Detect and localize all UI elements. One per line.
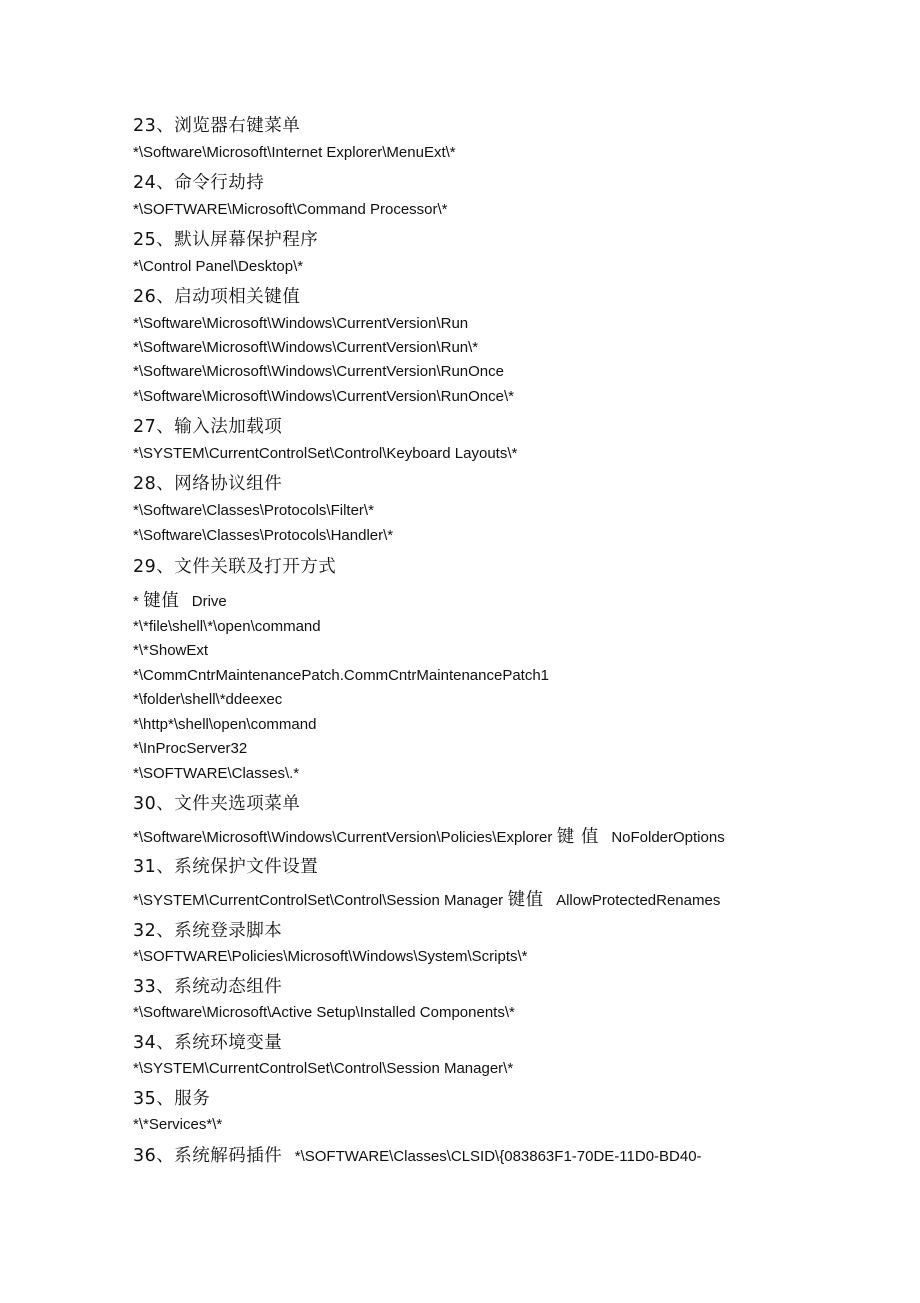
registry-path: *\Software\Microsoft\Internet Explorer\MenuExt\* [133,144,456,161]
registry-path: *\folder\shell\*ddeexec [133,691,283,708]
registry-path: *\http*\shell\open\command [133,716,317,733]
registry-path: *\SOFTWARE\Classes\CLSID\{083863F1-70DE-11D0-BD40- [294,1148,702,1165]
section-heading: 29、文件关联及打开方式 [133,557,337,577]
key-label: 键 值 [556,827,599,847]
registry-path: *\SOFTWARE\Classes\.* [133,765,300,782]
section-heading: 30、文件夹选项菜单 [133,794,301,814]
key-value-line [133,587,227,612]
registry-path: *\Control Panel\Desktop\* [133,258,304,275]
key-value: NoFolderOptions [611,829,725,846]
registry-path: *\SYSTEM\CurrentControlSet\Control\Session Manager\* [133,1060,514,1077]
section-heading: 31、系统保护文件设置 [133,857,319,877]
path-with-key [133,823,725,848]
registry-path: *\Software\Microsoft\Windows\CurrentVersion\RunOnce\* [133,388,514,405]
path-with-key [133,886,720,911]
registry-path: *\SYSTEM\CurrentControlSet\Control\Session Manager [133,892,504,909]
registry-path: *\Software\Microsoft\Windows\CurrentVersion\Run [133,315,469,332]
section-heading: 25、默认屏幕保护程序 [133,230,319,250]
registry-path: *\*Services*\* [133,1116,223,1133]
section-heading: 24、命令行劫持 [133,173,265,193]
registry-path: *\InProcServer32 [133,740,248,757]
registry-path: *\Software\Microsoft\Windows\CurrentVersion\Run\* [133,339,479,356]
registry-path: *\Software\Classes\Protocols\Filter\* [133,502,374,519]
section-heading: 36、系统解码插件 [133,1146,283,1166]
registry-path: *\Software\Microsoft\Active Setup\Installed Components\* [133,1004,515,1021]
heading-with-path [133,1142,702,1167]
section-heading: 27、输入法加载项 [133,417,283,437]
section-heading: 34、系统环境变量 [133,1033,283,1053]
registry-path: *\Software\Classes\Protocols\Handler\* [133,527,394,544]
key-prefix: * [133,593,139,610]
registry-path: *\*ShowExt [133,642,209,659]
registry-path: *\SYSTEM\CurrentControlSet\Control\Keyboard Layouts\* [133,445,518,462]
registry-path: *\Software\Microsoft\Windows\CurrentVersion\Policies\Explorer [133,829,553,846]
section-heading: 23、浏览器右键菜单 [133,116,301,136]
registry-path: *\SOFTWARE\Policies\Microsoft\Windows\System\Scripts\* [133,948,528,965]
section-heading: 32、系统登录脚本 [133,921,283,941]
section-heading: 35、服务 [133,1089,211,1109]
section-heading: 26、启动项相关键值 [133,287,301,307]
registry-path: *\CommCntrMaintenancePatch.CommCntrMaintenancePatch1 [133,667,550,684]
registry-path: *\SOFTWARE\Microsoft\Command Processor\* [133,201,448,218]
section-heading: 28、网络协议组件 [133,474,283,494]
key-label: 键值 [507,890,544,910]
key-label: 键值 [143,591,180,611]
key-value: Drive [191,593,227,610]
registry-path: *\Software\Microsoft\Windows\CurrentVersion\RunOnce [133,363,504,380]
key-value: AllowProtectedRenames [556,892,721,909]
registry-path: *\*file\shell\*\open\command [133,618,321,635]
section-heading: 33、系统动态组件 [133,977,283,997]
